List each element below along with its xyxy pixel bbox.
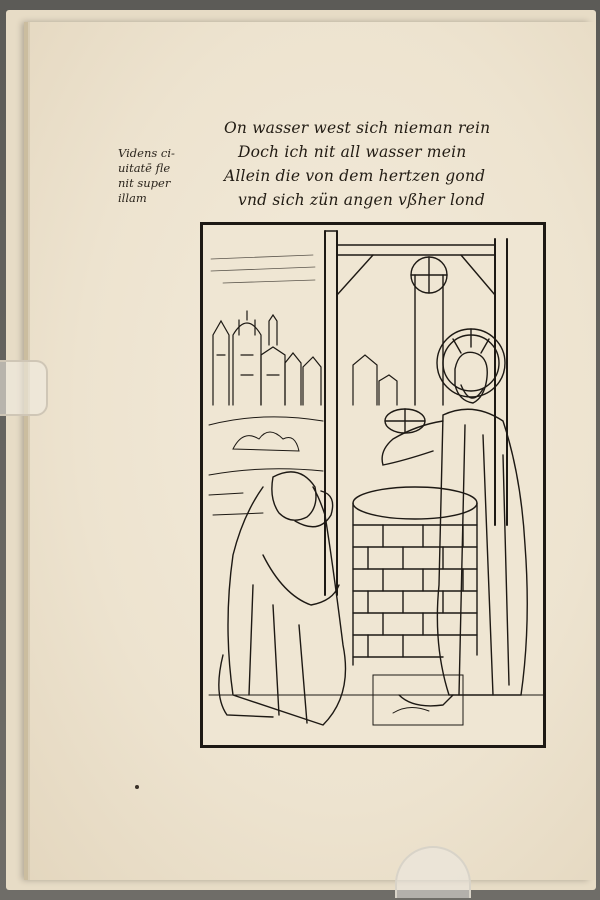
- woodcut-drawing: [203, 225, 543, 745]
- ink-speck: [135, 785, 139, 789]
- well-cistern: [353, 487, 477, 665]
- city-skyline: [213, 311, 397, 405]
- verse-line-2: Doch ich nit all wasser mein: [238, 143, 467, 161]
- verse-line-4: vnd sich zün angen vßher lond: [238, 191, 485, 209]
- marginal-note: [118, 146, 198, 206]
- marginal-line: uitatē fle: [118, 161, 171, 175]
- verse-text: [224, 116, 514, 212]
- seated-figure: [219, 472, 346, 725]
- page-clip-left: [0, 360, 48, 416]
- marginal-line: nit super: [118, 176, 171, 190]
- marginal-line: Videns ci-: [118, 146, 175, 160]
- well-frame: [325, 231, 507, 595]
- woodcut-illustration: [200, 222, 546, 748]
- sky-hatching: [211, 255, 315, 283]
- verse-line-1: On wasser west sich nieman rein: [224, 119, 491, 137]
- landscape: [209, 417, 323, 515]
- bleed-through-bottom: [40, 872, 580, 888]
- marginal-line: illam: [118, 191, 147, 205]
- verse-line-3: Allein die von dem hertzen gond: [224, 167, 486, 185]
- bleed-through-top: [38, 8, 338, 22]
- christ-figure: [382, 329, 527, 706]
